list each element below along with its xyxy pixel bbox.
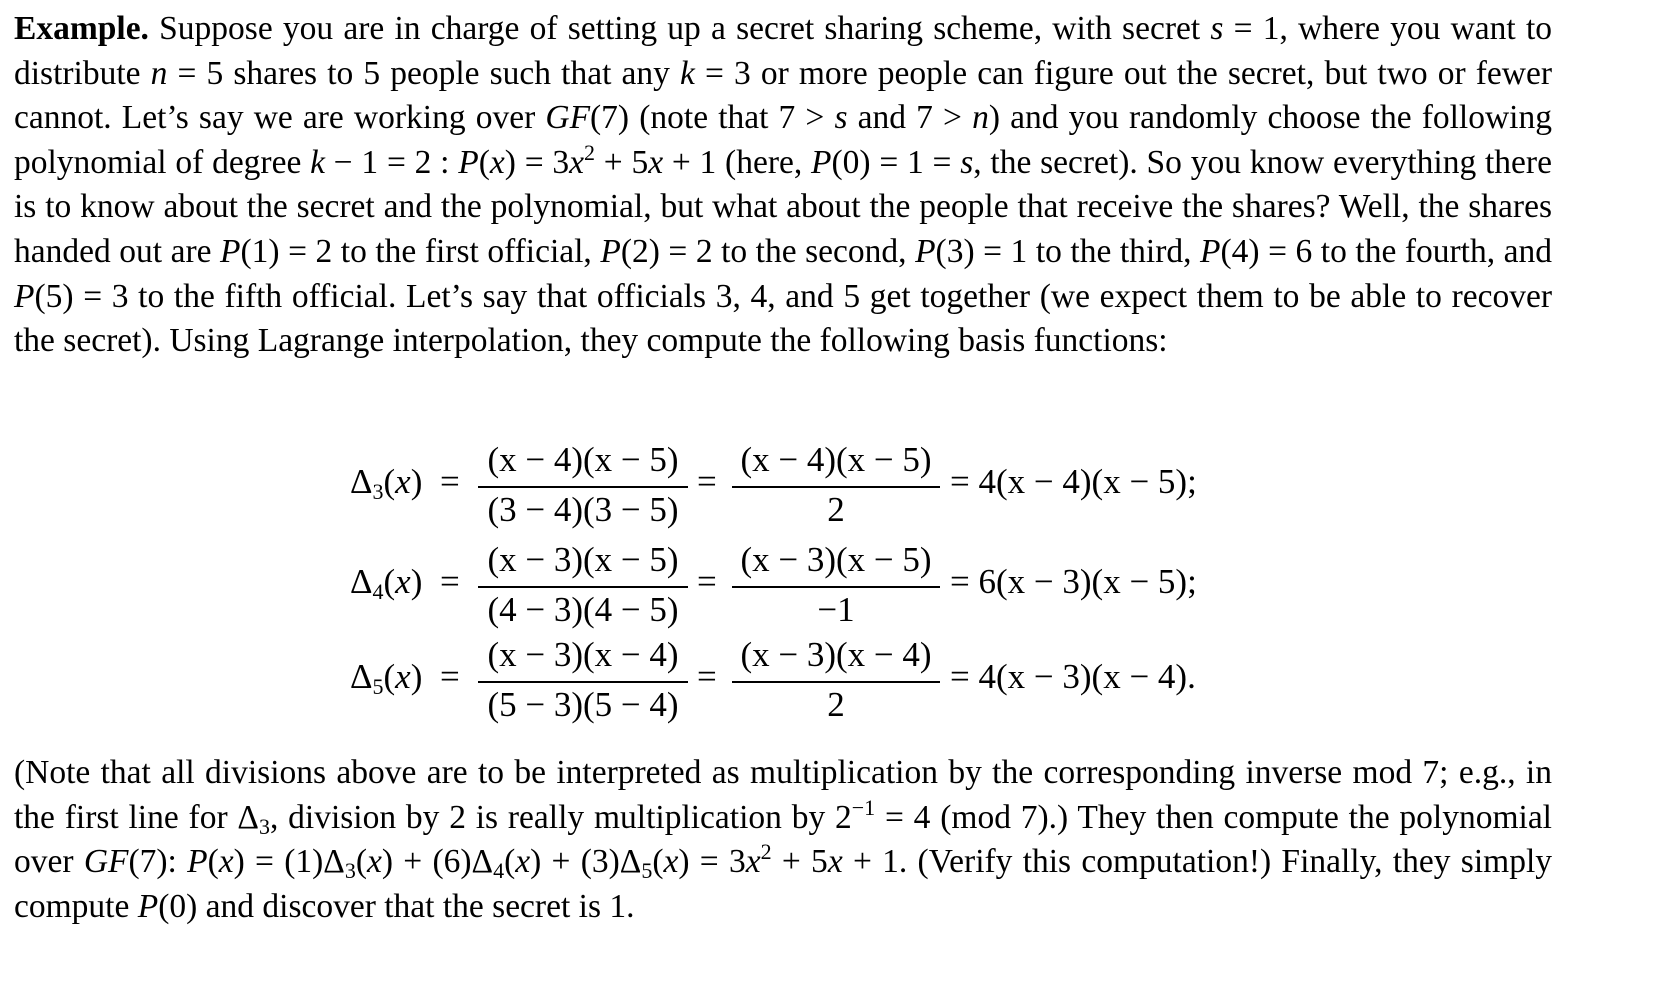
math-var: x: [648, 143, 664, 181]
numerator: (x − 3)(x − 4): [740, 635, 932, 674]
math-var: x: [367, 843, 382, 881]
equation-lhs: [350, 657, 422, 697]
denominator: (5 − 3)(5 − 4): [487, 685, 679, 724]
text-run: (: [355, 843, 367, 881]
equation-result: = 4(x − 3)(x − 4).: [950, 657, 1196, 696]
paren: (: [383, 562, 396, 601]
delta-index: 4: [372, 579, 384, 604]
math-var: n: [972, 99, 989, 137]
text-run: ) + (6)Δ: [381, 843, 494, 881]
math-var: x: [515, 843, 531, 881]
text-run: (: [207, 843, 219, 881]
math-var: s: [834, 99, 848, 137]
numerator: (x − 4)(x − 5): [740, 440, 932, 479]
numerator: (x − 3)(x − 5): [740, 540, 932, 579]
math-var: P: [915, 232, 936, 270]
text-run: (: [478, 143, 490, 181]
math-var: s: [960, 143, 974, 181]
math-var: P: [458, 143, 479, 181]
delta-symbol: Δ: [350, 657, 373, 696]
text-run: Suppose you are in charge of setting up a secret sharing scheme, with secret: [148, 10, 1211, 47]
fraction-bar: [732, 681, 940, 683]
text-run: + 1. (Verify this computation!) Finally, they simply compute: [14, 843, 1552, 925]
subscript: 5: [641, 858, 653, 884]
text-run: , the secret). So you know everything there is to know about the secret and the polynomial, but what about the people that receive the shares? Well, the shares handed out are: [14, 143, 1552, 270]
fraction-bar: [732, 586, 940, 588]
math-var: GF: [83, 843, 129, 881]
math-var: P: [811, 143, 832, 181]
delta-symbol: Δ: [350, 462, 373, 501]
text-run: (7) (note that 7 >: [590, 99, 835, 137]
text-run: − 1 = 2 :: [324, 143, 459, 181]
math-var: x: [218, 843, 234, 881]
text-run: (: [652, 843, 664, 881]
paren: (: [383, 657, 396, 696]
text-run: = 3 or more people can figure out the secret, but two or fewer cannot. Let’s say we are working over: [14, 54, 1552, 137]
equation-delta-3: [0, 440, 1662, 536]
text-run: + 1 (here,: [663, 143, 812, 181]
delta-symbol: Δ: [350, 562, 373, 601]
math-var: n: [150, 54, 168, 92]
math-var: x: [489, 143, 505, 181]
equation-lhs: [350, 462, 422, 502]
math-var: k: [310, 143, 325, 181]
fraction-bar: [478, 586, 688, 588]
math-var: P: [14, 277, 35, 315]
fraction-bar: [732, 486, 940, 488]
paren: ): [410, 562, 423, 601]
text-run: (5) = 3 to the fifth official. Let’s say that officials 3, 4, and 5 get together (we expect them to be able to recover the secret). Using Lagrange interpolation, they compute the following basis functions:: [14, 277, 1552, 360]
delta-index: 5: [372, 674, 384, 699]
equals-sign: =: [697, 657, 717, 696]
example-label: Example.: [14, 10, 149, 47]
text-run: ) = 3: [678, 843, 746, 881]
paren: ): [410, 657, 423, 696]
math-var: P: [1200, 232, 1221, 270]
paren: ): [410, 462, 423, 501]
subscript: 4: [493, 858, 505, 884]
math-var: x: [395, 562, 411, 601]
text-run: (0) and discover that the secret is 1.: [158, 887, 635, 925]
equals-sign: =: [697, 562, 717, 601]
equation-result: = 4(x − 4)(x − 5);: [950, 462, 1197, 501]
subscript: 3: [344, 858, 356, 884]
text-run: (4) = 6 to the fourth, and: [1220, 232, 1552, 270]
math-var: P: [137, 887, 159, 925]
denominator: −1: [817, 590, 855, 629]
exponent: 2: [760, 839, 772, 865]
fraction-bar: [478, 681, 688, 683]
denominator: (3 − 4)(3 − 5): [487, 490, 679, 529]
math-var: P: [187, 843, 208, 881]
text-run: + 5: [595, 143, 649, 181]
math-var: x: [827, 843, 843, 881]
text-run: = 4 (mod 7).) They then compute the polynomial over: [14, 798, 1552, 881]
text-run: ) + (3)Δ: [530, 843, 642, 881]
subscript: 3: [258, 813, 270, 839]
text-run: (: [504, 843, 516, 881]
math-var: k: [679, 54, 695, 92]
delta-index: 3: [372, 479, 384, 504]
text-run: = 1, where you want to distribute: [14, 10, 1553, 92]
text-run: and 7 >: [847, 99, 973, 137]
example-paragraph: [14, 7, 1552, 364]
equation-delta-5: [0, 635, 1662, 731]
math-var: GF: [545, 99, 591, 137]
equation-result: = 6(x − 3)(x − 5);: [950, 562, 1197, 601]
equals-sign: =: [440, 657, 460, 696]
text-run: (7):: [128, 843, 188, 881]
text-run: (1) = 2 to the first official,: [240, 232, 601, 270]
numerator: (x − 4)(x − 5): [487, 440, 679, 479]
denominator: 2: [827, 490, 845, 529]
denominator: 2: [827, 685, 845, 724]
math-var: x: [395, 462, 411, 501]
math-var: s: [1210, 10, 1224, 47]
math-var: x: [569, 143, 584, 181]
text-run: (2) = 2 to the second,: [620, 232, 916, 270]
fraction-bar: [478, 486, 688, 488]
text-run: + 5: [771, 843, 828, 881]
math-var: x: [663, 843, 679, 881]
note-paragraph: [14, 751, 1552, 929]
paren: (: [383, 462, 396, 501]
equals-sign: =: [697, 462, 717, 501]
text-run: = 5 shares to 5 people such that any: [167, 54, 680, 92]
equals-sign: =: [440, 562, 460, 601]
equation-lhs: [350, 562, 422, 602]
equation-delta-4: [0, 540, 1662, 636]
text-run: (3) = 1 to the third,: [935, 232, 1201, 270]
exponent: 2: [584, 139, 595, 165]
denominator: (4 − 3)(4 − 5): [487, 590, 679, 629]
numerator: (x − 3)(x − 4): [487, 635, 679, 674]
text-run: ) and you randomly choose the following polynomial of degree: [14, 99, 1552, 181]
math-var: x: [395, 657, 411, 696]
math-var: P: [220, 232, 241, 270]
text-run: (Note that all divisions above are to be interpreted as multiplication by the corresponding inverse mod 7; e.g., in the first line for Δ: [14, 754, 1552, 836]
exponent: −1: [851, 794, 876, 820]
text-run: (0) = 1 =: [831, 143, 961, 181]
numerator: (x − 3)(x − 5): [487, 540, 679, 579]
math-var: x: [745, 843, 761, 881]
text-run: ) = 3: [504, 143, 570, 181]
math-var: P: [600, 232, 621, 270]
equals-sign: =: [440, 462, 460, 501]
text-run: , division by 2 is really multiplication by 2: [269, 798, 852, 836]
text-run: ) = (1)Δ: [233, 843, 345, 881]
